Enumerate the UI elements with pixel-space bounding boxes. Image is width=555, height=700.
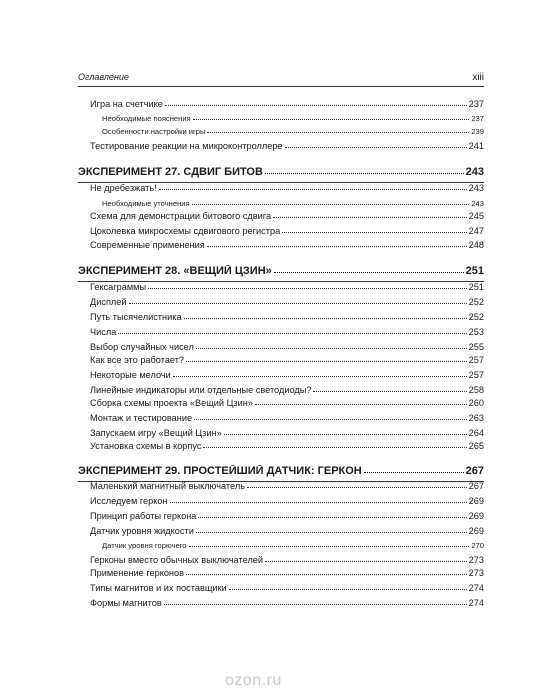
toc-entry-title: Установка схемы в корпус — [90, 441, 202, 451]
toc-entry-page: 248 — [468, 240, 484, 250]
toc-section-entry — [90, 398, 484, 408]
toc-entry-page: 257 — [468, 355, 484, 365]
toc-entry-title: Маленький магнитный выключатель — [90, 481, 245, 491]
toc-entry-title: Необходимые уточнения — [102, 199, 190, 208]
toc-entry-page: 257 — [468, 370, 484, 380]
toc-entry-page: 247 — [468, 226, 484, 236]
toc-section-entry — [90, 598, 484, 608]
dot-leader — [274, 265, 464, 273]
toc-entry-title: ЭКСПЕРИМЕНТ 29. ПРОСТЕЙШИЙ ДАТЧИК: ГЕРКОН — [78, 465, 362, 477]
toc-entry-title: Числа — [90, 327, 117, 337]
dot-leader — [255, 398, 467, 405]
toc-entry-page: 274 — [468, 598, 484, 608]
toc-section-entry — [90, 141, 484, 151]
toc-entry-title: Некоторые мелочи — [90, 370, 171, 380]
watermark: ozon.ru — [225, 672, 282, 689]
page-number: xiii — [472, 72, 484, 83]
toc-entry-page: 245 — [468, 211, 484, 221]
toc-entry-title: Не дребезжать! — [90, 183, 157, 193]
toc-entry-page: 263 — [468, 413, 484, 423]
toc-entry-page: 260 — [468, 398, 484, 408]
running-head-title: Оглавление — [78, 72, 129, 82]
toc-section-entry — [90, 99, 484, 109]
toc-entry-title: Современные применения — [90, 240, 205, 250]
toc-entry-page: 267 — [468, 481, 484, 491]
toc-section-entry — [90, 312, 484, 322]
header-rule — [78, 86, 484, 87]
toc-subsection-entry — [102, 541, 484, 550]
toc-section-entry — [90, 555, 484, 565]
dot-leader — [193, 114, 470, 120]
dot-leader — [207, 240, 467, 247]
toc-entry-title: Герконы вместо обычных выключателей — [90, 555, 264, 565]
toc-entry-title: Линейные индикаторы или отдельные светодиоды? — [90, 385, 312, 395]
toc-entry-title: Принцип работы геркона — [90, 511, 197, 521]
dot-leader — [194, 413, 467, 420]
dot-leader — [265, 555, 467, 562]
toc-section-entry — [90, 183, 484, 193]
toc-entry-title: Выбор случайных чисел — [90, 342, 194, 352]
toc-entry-title: Особенности настройки игры — [102, 127, 206, 136]
dot-leader — [247, 481, 467, 488]
toc-entry-page: 253 — [468, 327, 484, 337]
toc-entry-page: 265 — [468, 441, 484, 451]
toc-entry-title: Монтаж и тестирование — [90, 413, 193, 423]
toc-entry-title: Датчик уровня горючего — [102, 541, 187, 550]
toc-entry-title: Применение герконов — [90, 568, 184, 578]
dot-leader — [192, 199, 470, 205]
toc-section-entry — [90, 342, 484, 352]
dot-leader — [313, 385, 466, 392]
toc-section-entry — [90, 568, 484, 578]
dot-leader — [285, 141, 467, 148]
dot-leader — [224, 428, 467, 435]
dot-leader — [229, 583, 467, 590]
dot-leader — [173, 370, 467, 377]
toc-entry-title: Гексаграммы — [90, 282, 147, 292]
toc-section-entry — [90, 355, 484, 365]
dot-leader — [265, 166, 464, 174]
toc-section-entry — [90, 428, 484, 438]
toc-section-entry — [90, 385, 484, 395]
dot-leader — [159, 183, 467, 190]
toc-entry-page: 267 — [465, 465, 484, 477]
toc-entry-title: Исследуем геркон — [90, 496, 168, 506]
toc-section-entry — [90, 211, 484, 221]
dot-leader — [170, 496, 467, 503]
toc-section-entry — [90, 413, 484, 423]
dot-leader — [196, 342, 467, 349]
toc-entry-page: 237 — [468, 99, 484, 109]
dot-leader — [164, 598, 467, 605]
toc-entry-title: Формы магнитов — [90, 598, 162, 608]
toc-section-entry — [90, 511, 484, 521]
toc-entry-title: ЭКСПЕРИМЕНТ 27. СДВИГ БИТОВ — [78, 166, 263, 178]
toc-entry-title: Схема для демонстрации битового сдвига — [90, 211, 272, 221]
toc-entry-page: 243 — [471, 199, 484, 208]
toc-section-entry — [90, 496, 484, 506]
toc-subsection-entry — [102, 199, 484, 208]
dot-leader — [196, 526, 467, 533]
toc-entry-page: 252 — [468, 297, 484, 307]
toc-chapter-entry — [78, 265, 484, 277]
dot-leader — [118, 327, 466, 334]
dot-leader — [207, 127, 469, 133]
toc-section-entry — [90, 370, 484, 380]
toc-entry-title: Типы магнитов и их поставщики — [90, 583, 227, 593]
toc-entry-page: 270 — [471, 541, 484, 550]
toc-entry-page: 264 — [468, 428, 484, 438]
dot-leader — [148, 282, 467, 289]
toc-entry-page: 251 — [468, 282, 484, 292]
toc-entry-title: Как все это работает? — [90, 355, 185, 365]
toc-section-entry — [90, 297, 484, 307]
toc-entry-page: 237 — [471, 114, 484, 123]
dot-leader — [186, 355, 467, 362]
toc-entry-title: ЭКСПЕРИМЕНТ 28. «ВЕЩИЙ ЦЗИН» — [78, 265, 272, 277]
toc-section-entry — [90, 240, 484, 250]
toc-entry-page: 258 — [468, 385, 484, 395]
toc-subsection-entry — [102, 114, 484, 123]
toc-entry-title: Датчик уровня жидкости — [90, 526, 194, 536]
toc-entry-page: 251 — [465, 265, 484, 277]
running-head — [78, 72, 484, 84]
toc-chapter-entry — [78, 465, 484, 477]
dot-leader — [189, 541, 470, 547]
dot-leader — [203, 441, 466, 448]
toc-section-entry — [90, 226, 484, 236]
toc-chapter-entry — [78, 166, 484, 178]
dot-leader — [364, 465, 464, 473]
toc-section-entry — [90, 282, 484, 292]
toc-subsection-entry — [102, 127, 484, 136]
toc-entry-title: Запускаем игру «Вещий Цзин» — [90, 428, 222, 438]
toc-entry-title: Сборка схемы проекта «Вещий Цзин» — [90, 398, 253, 408]
toc-entry-page: 241 — [468, 141, 484, 151]
dot-leader — [184, 312, 467, 319]
toc-entry-page: 269 — [468, 526, 484, 536]
dot-leader — [165, 99, 467, 106]
toc-entry-page: 273 — [468, 568, 484, 578]
dot-leader — [273, 211, 467, 218]
toc-entry-page: 252 — [468, 312, 484, 322]
toc-entry-title: Игра на счетчике — [90, 99, 163, 109]
toc-section-entry — [90, 481, 484, 491]
toc-entry-page: 239 — [471, 127, 484, 136]
toc-entry-page: 269 — [468, 496, 484, 506]
dot-leader — [129, 297, 467, 304]
toc-entry-title: Путь тысячелистника — [90, 312, 182, 322]
toc-entry-page: 274 — [468, 583, 484, 593]
toc-entry-page: 243 — [468, 183, 484, 193]
dot-leader — [186, 568, 467, 575]
toc-entry-page: 243 — [465, 166, 484, 178]
toc-entry-title: Тестирование реакции на микроконтроллере — [90, 141, 283, 151]
toc-entry-page: 255 — [468, 342, 484, 352]
dot-leader — [198, 511, 466, 518]
toc-section-entry — [90, 526, 484, 536]
toc-entry-title: Необходимые пояснения — [102, 114, 191, 123]
toc-entry-title: Цоколевка микросхемы сдвигового регистра — [90, 226, 281, 236]
toc-entry-page: 269 — [468, 511, 484, 521]
toc-section-entry — [90, 441, 484, 451]
toc-section-entry — [90, 583, 484, 593]
toc-entry-page: 273 — [468, 555, 484, 565]
toc-entry-title: Дисплей — [90, 297, 127, 307]
dot-leader — [282, 226, 466, 233]
toc-section-entry — [90, 327, 484, 337]
